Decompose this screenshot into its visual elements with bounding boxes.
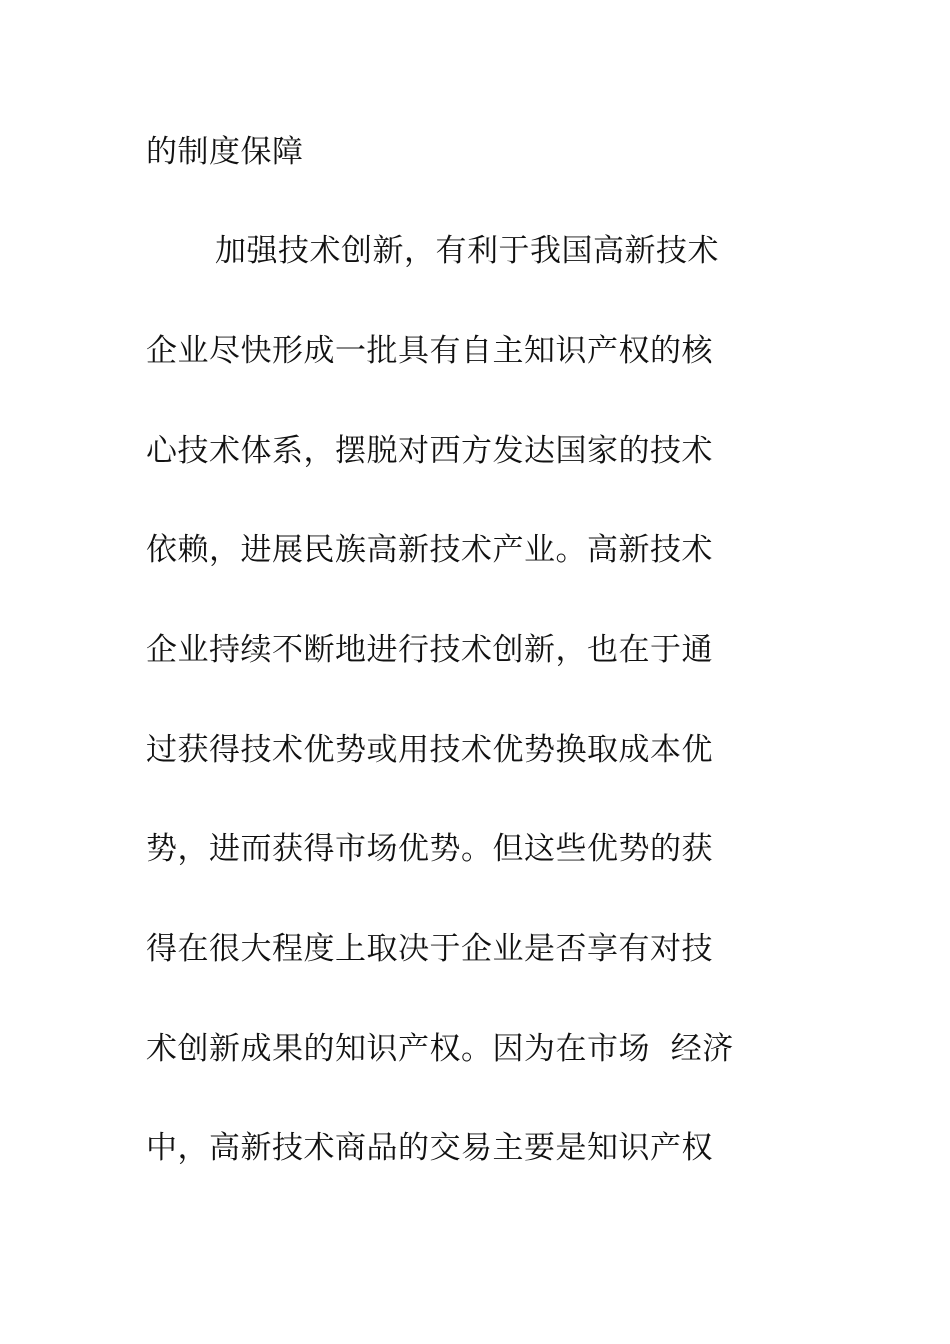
text-line: 企业持续不断地进行技术创新，也在于通	[146, 632, 713, 668]
text-line: 中，高新技术商品的交易主要是知识产权	[146, 1130, 713, 1166]
text-line: 势，进而获得市场优势。但这些优势的获	[146, 831, 713, 867]
text-line: 过获得技术优势或用技术优势换取成本优	[146, 732, 713, 768]
text-line: 依赖，进展民族高新技术产业。高新技术	[146, 532, 713, 568]
text-line: 得在很大程度上取决于企业是否享有对技	[146, 931, 713, 967]
text-line-paragraph-start: 加强技术创新，有利于我国高新技术	[215, 233, 719, 269]
text-line: 术创新成果的知识产权。因为在市场 经济	[146, 1031, 734, 1067]
text-line-heading-tail: 的制度保障	[146, 134, 304, 170]
text-line: 心技术体系，摆脱对西方发达国家的技术	[146, 433, 713, 469]
text-line: 企业尽快形成一批具有自主知识产权的核	[146, 333, 713, 369]
